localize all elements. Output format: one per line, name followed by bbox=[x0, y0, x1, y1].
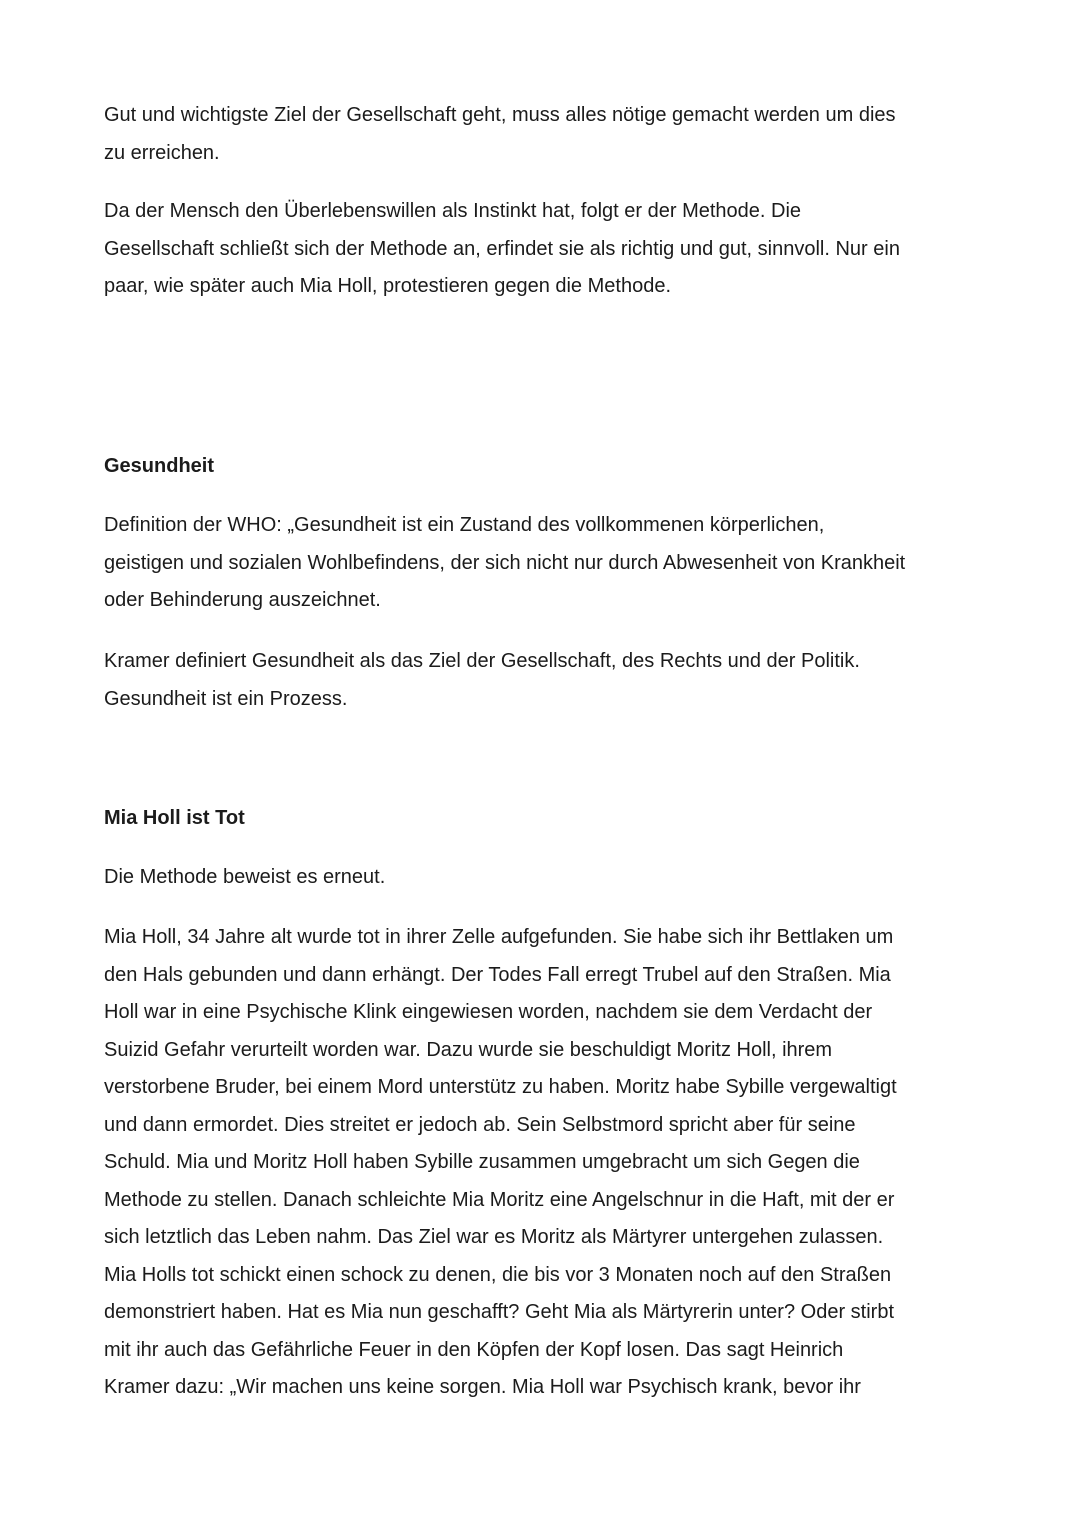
text-line: und dann ermordet. Dies streitet er jedoch ab. Sein Selbstmord spricht aber für seine bbox=[104, 1113, 856, 1136]
text-line: Kramer definiert Gesundheit als das Ziel der Gesellschaft, des Rechts und der Politik. bbox=[104, 650, 860, 672]
text-line: Holl war in eine Psychische Klink eingewiesen worden, nachdem sie dem Verdacht der bbox=[104, 1001, 873, 1023]
text-line: geistigen und sozialen Wohlbefindens, der sich nicht nur durch Abwesenheit von Krankheit bbox=[104, 551, 906, 574]
text-line: demonstriert haben. Hat es Mia nun geschafft? Geht Mia als Märtyrerin unter? Oder stirbt bbox=[104, 1301, 894, 1323]
text-line: Gesundheit ist ein Prozess. bbox=[104, 687, 348, 710]
paragraph-who-definition bbox=[104, 507, 984, 620]
heading-mia-holl: Mia Holl ist Tot bbox=[104, 807, 245, 829]
text-line: den Hals gebunden und dann erhängt. Der Todes Fall erregt Trubel auf den Straßen. Mia bbox=[104, 963, 891, 986]
text-line: sich letztlich das Leben nahm. Das Ziel war es Moritz als Märtyrer untergehen zulassen. bbox=[104, 1226, 884, 1248]
text-line: zu erreichen. bbox=[104, 141, 220, 164]
paragraph-method bbox=[104, 193, 984, 306]
text-line: Mia Holls tot schickt einen schock zu denen, die bis vor 3 Monaten noch auf den Straßen bbox=[104, 1263, 892, 1286]
text-line: Mia Holl, 34 Jahre alt wurde tot in ihrer Zelle aufgefunden. Sie habe sich ihr Bettlaken um bbox=[104, 926, 894, 948]
text-line: Schuld. Mia und Moritz Holl haben Sybille zusammen umgebracht um sich Gegen die bbox=[104, 1151, 860, 1173]
text-line: oder Behinderung auszeichnet. bbox=[104, 589, 381, 611]
text-line: Methode zu stellen. Danach schleichte Mia Moritz eine Angelschnur in die Haft, mit der er bbox=[104, 1188, 895, 1211]
text-line: Gut und wichtigste Ziel der Gesellschaft geht, muss alles nötige gemacht werden um dies bbox=[104, 104, 896, 126]
text-line: Gesellschaft schließt sich der Methode an, erfindet sie als richtig und gut, sinnvoll. Nur ein bbox=[104, 237, 900, 260]
text-line: mit ihr auch das Gefährliche Feuer in den Köpfen der Kopf losen. Das sagt Heinrich bbox=[104, 1338, 844, 1361]
paragraph-subtitle bbox=[104, 859, 984, 897]
text-line: paar, wie später auch Mia Holl, protestieren gegen die Methode. bbox=[104, 275, 672, 297]
text-line: verstorbene Bruder, bei einem Mord unterstütz zu haben. Moritz habe Sybille vergewaltigt bbox=[104, 1076, 897, 1098]
text-line: Da der Mensch den Überlebenswillen als Instinkt hat, folgt er der Methode. Die bbox=[104, 200, 802, 222]
text-line: Kramer dazu: „Wir machen uns keine sorgen. Mia Holl war Psychisch krank, bevor ihr bbox=[104, 1376, 861, 1398]
text-line: Die Methode beweist es erneut. bbox=[104, 866, 386, 888]
paragraph-article-body bbox=[104, 919, 984, 1407]
text-line: Definition der WHO: „Gesundheit ist ein Zustand des vollkommenen körperlichen, bbox=[104, 514, 825, 536]
paragraph-kramer-definition bbox=[104, 643, 984, 718]
heading-gesundheit: Gesundheit bbox=[104, 455, 215, 477]
paragraph-intro-continuation bbox=[104, 97, 984, 172]
text-line: Suizid Gefahr verurteilt worden war. Dazu wurde sie beschuldigt Moritz Holl, ihrem bbox=[104, 1038, 833, 1061]
